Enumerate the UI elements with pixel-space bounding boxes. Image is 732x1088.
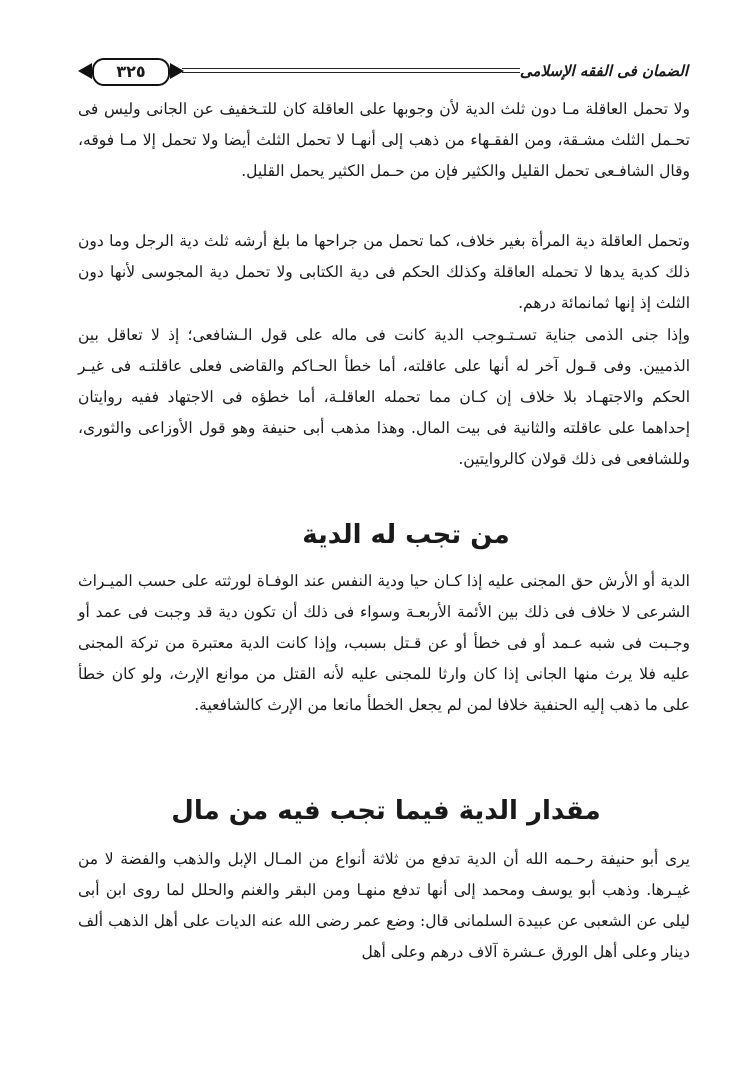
paragraph: يرى أبو حنيفة رحـمه الله أن الدية تدفع من ثلاثة أنواع من المـال الإبل والذهب والفضة لا من غيـرها. وذهب أبو يوسف ومحمد إلى أنها تدفع منهـا ومن البقر والغنم والحلل لما روى ابن أبى ليلى عن الشعبى عن عبيدة السلمانى قال: وضع عمر رضى الله عنه الديات على أهل الذهب ألف دينار وعلى أهل الورق عـشرة آلاف درهم وعلى أهل (78, 850, 690, 961)
header-rule (182, 68, 520, 74)
paragraph: وإذا جنى الذمى جناية تسـتـوجب الدية كانت فى ماله على قول الـشافعى؛ إذ لا تعاقل بين الذميين. وفى قـول آخر له أنها على عاقلته، أما خطأ الحـاكم والقاضى فعلى عاقلتـه فى غيـر الحكم والاجتهـاد بلا خلاف إن كـان مما تحمله العاقلـة، أما خطؤه فى الاجتهاد ففيه روايتان إحداهما على عاقلته والثانية فى بيت المال. وهذا مذهب أبى حنيفة وهو قول الأوزاعى والثورى، وللشافعى فى ذلك قولان كالروايتين. (78, 326, 690, 468)
paragraph: وتحمل العاقلة دية المرأة بغير خلاف، كما تحمل من جراحها ما بلغ أرشه ثلث دية الرجل وما دون ذلك كدية يدها لا تحمله العاقلة وكذلك الحكم فى دية الكتابى ولا تحمل دية المجوسى لأنها دون الثلث إذ إنها ثمانمائة درهم. (78, 232, 690, 312)
section-heading: من تجب له الدية (302, 520, 510, 550)
paragraph: الدية أو الأرش حق المجنى عليه إذا كـان حيا ودية النفس عند الوفـاة لورثته على حسب الميـراث الشرعى لا خلاف فى ذلك بين الأئمة الأربعـة وسواء فى ذلك أن تكون دية قد وجبت فى عمد أو وجـبت فى شبه عـمد أو فى خطأ أو عن قـتل بسبب، وإذا كانت الدية معتبرة من تركة المجنى عليه فلا يرث منها الجانى إذا كان وارثا للمجنى عليه لأنه القتل من موانع الإرث، ولو كان خطأ على ما ذهب إليه الحنفية خلافا لمن لم يجعل الخطأ مانعا من الإرث كالشافعية. (78, 572, 690, 714)
page-number: ٣٢٥ (92, 58, 170, 86)
page-number-badge (78, 58, 184, 84)
paragraph: ولا تحمل العاقلة مـا دون ثلث الدية لأن وجوبها على العاقلة كان للتـخفيف عن الجانى وليس فى تحـمل الثلث مشـقة، ومن الفقـهاء من ذهب إلى أنهـا لا تحمل الثلث أيضا ولا تحمل إلا مـا فوقه، وقال الشافـعى تحمل القليل والكثير فإن من حـمل الكثير يحمل القليل. (78, 100, 690, 180)
left-arrow-ornament (78, 63, 92, 79)
section-heading: مقدار الدية فيما تجب فيه من مال (171, 796, 601, 826)
page-header (78, 58, 688, 94)
running-title: الضمان فى الفقه الإسلامى (519, 62, 688, 80)
